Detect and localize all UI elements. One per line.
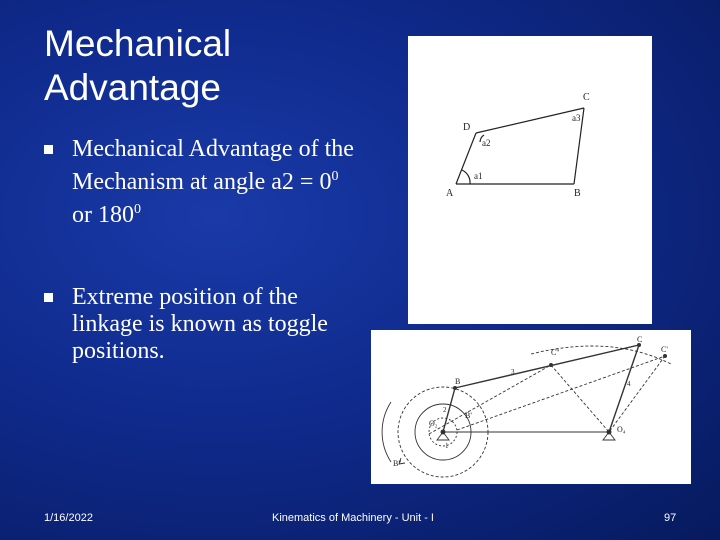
rotation-arc bbox=[382, 402, 391, 462]
square-bullet-icon bbox=[44, 293, 53, 302]
footer-date: 1/16/2022 bbox=[44, 512, 93, 524]
label-b: B bbox=[455, 377, 461, 386]
label-c-double-prime: C'' bbox=[551, 348, 560, 357]
coupler-link bbox=[455, 345, 639, 388]
label-a: A bbox=[446, 188, 454, 199]
label-c: C bbox=[637, 335, 643, 344]
linkage-quadrilateral-figure bbox=[408, 36, 652, 324]
square-bullet-icon bbox=[44, 145, 53, 154]
link-dc bbox=[476, 108, 584, 133]
label-b-prime: B' bbox=[465, 411, 472, 420]
label-b: B bbox=[574, 188, 581, 199]
toggle-line-2 bbox=[457, 356, 665, 430]
footer-course: Kinematics of Machinery - Unit - I bbox=[272, 512, 434, 524]
label-b-double-prime: B'' bbox=[393, 459, 402, 468]
label-o2: O₂ bbox=[429, 419, 438, 428]
label-a3: a3 bbox=[572, 113, 581, 123]
bullet-text-1: Mechanical Advantage of the Mechanism at angle $a2 = 0^0$ or $180^0$ bbox=[72, 136, 354, 228]
bullet-text-2: Extreme position of the linkage is known as toggle positions. bbox=[72, 284, 328, 364]
rocker-link bbox=[609, 345, 639, 432]
label-3: 3 bbox=[511, 368, 515, 376]
label-c: C bbox=[583, 92, 590, 103]
angle-a1-arc bbox=[462, 170, 470, 184]
label-o4: O₄ bbox=[617, 425, 626, 434]
label-c-prime: C' bbox=[661, 345, 668, 354]
label-a1: a1 bbox=[474, 171, 483, 181]
footer-page-number: 97 bbox=[664, 512, 677, 524]
toggle-rocker-2 bbox=[609, 356, 665, 432]
toggle-rocker-1 bbox=[551, 365, 609, 432]
toggle-line-1 bbox=[429, 365, 551, 434]
label-4: 4 bbox=[627, 380, 631, 388]
toggle-positions-figure bbox=[371, 330, 691, 484]
label-2: 2 bbox=[443, 406, 447, 414]
slide-title: Mechanical Advantage bbox=[44, 23, 232, 108]
label-1: 1 bbox=[445, 442, 449, 450]
label-a2: a2 bbox=[482, 138, 491, 148]
link-ad bbox=[456, 133, 476, 184]
label-d: D bbox=[463, 122, 471, 133]
